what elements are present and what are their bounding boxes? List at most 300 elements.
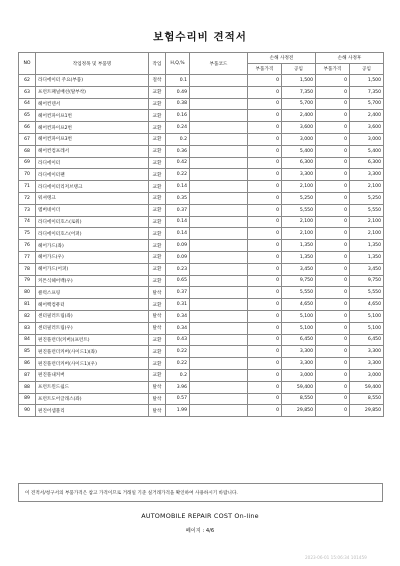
row-work-name: 편진어셈블리 [36, 405, 149, 417]
row-work-name: 라디에이터팬 [36, 169, 149, 181]
row-part-price-after: 0 [316, 240, 350, 252]
row-no: 66 [19, 122, 36, 134]
row-part-price-before: 0 [248, 405, 282, 417]
row-work-name: 커튼식헤어백(우) [36, 275, 149, 287]
header-labor-after: 공임 [350, 64, 384, 75]
row-operation: 교환 [149, 263, 166, 275]
row-part-price-after: 0 [316, 204, 350, 216]
row-part-price-before: 0 [248, 287, 282, 299]
row-part-price-after: 0 [316, 133, 350, 145]
row-part-price-after: 0 [316, 145, 350, 157]
table-row [19, 369, 384, 381]
header-labor-before: 공임 [282, 64, 316, 75]
table-row [19, 157, 384, 169]
row-labor-after: 8,550 [350, 393, 384, 405]
row-no: 87 [19, 369, 36, 381]
row-part-price-after: 0 [316, 98, 350, 110]
row-part-price-after: 0 [316, 299, 350, 311]
row-labor-before: 9,750 [282, 275, 316, 287]
table-row [19, 228, 384, 240]
row-labor-before: 2,400 [282, 110, 316, 122]
row-hq: 0.2 [166, 133, 190, 145]
row-labor-after: 3,300 [350, 358, 384, 370]
footer-page-number: 페이지 : 4/6 [185, 528, 215, 534]
row-part-price-after: 0 [316, 322, 350, 334]
row-part-code [190, 98, 248, 110]
row-work-name: 라디에이터 [36, 157, 149, 169]
row-part-code [190, 251, 248, 263]
row-part-price-before: 0 [248, 240, 282, 252]
row-operation: 탈착 [149, 287, 166, 299]
row-part-price-before: 0 [248, 346, 282, 358]
row-labor-after: 5,700 [350, 98, 384, 110]
row-no: 76 [19, 240, 36, 252]
row-part-code [190, 181, 248, 193]
row-labor-after: 2,100 [350, 228, 384, 240]
row-hq: 0.65 [166, 275, 190, 287]
row-labor-before: 5,400 [282, 145, 316, 157]
row-no: 74 [19, 216, 36, 228]
row-no: 81 [19, 299, 36, 311]
table-row [19, 240, 384, 252]
row-labor-before: 6,300 [282, 157, 316, 169]
row-operation: 교환 [149, 133, 166, 145]
row-part-price-after: 0 [316, 310, 350, 322]
row-part-code [190, 299, 248, 311]
row-part-price-before: 0 [248, 310, 282, 322]
table-row [19, 381, 384, 393]
row-labor-after: 7,350 [350, 86, 384, 98]
row-hq: 0.34 [166, 310, 190, 322]
row-no: 89 [19, 393, 36, 405]
row-labor-before: 5,700 [282, 98, 316, 110]
row-no: 84 [19, 334, 36, 346]
row-labor-before: 1,350 [282, 251, 316, 263]
row-hq: 0.09 [166, 251, 190, 263]
estimate-table [18, 52, 384, 417]
row-labor-after: 6,300 [350, 157, 384, 169]
estimate-rows [19, 75, 384, 417]
row-hq: 0.35 [166, 192, 190, 204]
row-hq: 0.36 [166, 145, 190, 157]
row-hq: 0.2 [166, 369, 190, 381]
table-row [19, 204, 384, 216]
table-row [19, 98, 384, 110]
row-hq: 1.99 [166, 405, 190, 417]
row-labor-before: 8,550 [282, 393, 316, 405]
row-operation: 탈착 [149, 381, 166, 393]
row-hq: 0.31 [166, 299, 190, 311]
row-operation: 교환 [149, 169, 166, 181]
row-no: 64 [19, 98, 36, 110]
row-no: 80 [19, 287, 36, 299]
row-part-price-after: 0 [316, 192, 350, 204]
row-hq: 0.22 [166, 358, 190, 370]
row-part-code [190, 204, 248, 216]
row-part-price-after: 0 [316, 369, 350, 381]
row-work-name: 프런트도어글래스(좌) [36, 393, 149, 405]
row-work-name: 편진플런더커버(사이드1)(우) [36, 358, 149, 370]
table-row [19, 145, 384, 157]
row-labor-after: 9,750 [350, 275, 384, 287]
row-operation: 절착 [149, 75, 166, 87]
row-part-price-before: 0 [248, 169, 282, 181]
row-work-name: 헤어컨덴서 [36, 98, 149, 110]
table-row [19, 334, 384, 346]
row-part-price-after: 0 [316, 393, 350, 405]
row-part-price-after: 0 [316, 405, 350, 417]
row-part-price-before: 0 [248, 110, 282, 122]
row-operation: 교환 [149, 358, 166, 370]
row-work-name: 헤어가드(우) [36, 251, 149, 263]
row-part-price-before: 0 [248, 263, 282, 275]
row-labor-after: 2,400 [350, 110, 384, 122]
row-part-code [190, 75, 248, 87]
row-no: 83 [19, 322, 36, 334]
row-labor-before: 4,650 [282, 299, 316, 311]
row-part-price-after: 0 [316, 122, 350, 134]
row-labor-after: 4,650 [350, 299, 384, 311]
row-labor-before: 3,300 [282, 358, 316, 370]
table-row [19, 192, 384, 204]
row-no: 63 [19, 86, 36, 98]
row-part-price-before: 0 [248, 122, 282, 134]
row-work-name: 편진플런더커버(사이드1)(좌) [36, 346, 149, 358]
row-operation: 교환 [149, 216, 166, 228]
row-hq: 0.43 [166, 334, 190, 346]
header-work: 작업정목 및 부품명 [36, 53, 149, 75]
row-part-price-before: 0 [248, 299, 282, 311]
row-part-code [190, 145, 248, 157]
row-part-price-before: 0 [248, 157, 282, 169]
row-work-name: 헤어컨파이프1번 [36, 110, 149, 122]
row-labor-before: 3,450 [282, 263, 316, 275]
print-timestamp: 2023-06-01 15:06:34 101459 [305, 555, 367, 560]
table-row [19, 216, 384, 228]
row-part-price-before: 0 [248, 98, 282, 110]
row-part-price-after: 0 [316, 358, 350, 370]
row-labor-before: 3,300 [282, 169, 316, 181]
table-row [19, 263, 384, 275]
row-part-price-before: 0 [248, 381, 282, 393]
row-labor-after: 1,350 [350, 240, 384, 252]
row-labor-after: 5,400 [350, 145, 384, 157]
row-operation: 교환 [149, 369, 166, 381]
row-no: 79 [19, 275, 36, 287]
table-row [19, 322, 384, 334]
row-part-price-before: 0 [248, 228, 282, 240]
row-labor-after: 5,100 [350, 310, 384, 322]
row-work-name: 센터필러트림(좌) [36, 310, 149, 322]
row-hq: 0.23 [166, 263, 190, 275]
row-part-price-before: 0 [248, 86, 282, 98]
row-part-price-before: 0 [248, 275, 282, 287]
header-op: 작업 [149, 53, 166, 75]
row-part-price-after: 0 [316, 381, 350, 393]
row-operation: 탈착 [149, 322, 166, 334]
row-work-name: 편진플내커버 [36, 369, 149, 381]
row-no: 82 [19, 310, 36, 322]
row-part-code [190, 381, 248, 393]
row-no: 88 [19, 381, 36, 393]
row-labor-before: 5,100 [282, 310, 316, 322]
row-labor-before: 2,100 [282, 216, 316, 228]
row-work-name: 프런트윈드쉴드 [36, 381, 149, 393]
row-operation: 교환 [149, 346, 166, 358]
header-part-price-before: 부품가격 [248, 64, 282, 75]
row-part-price-after: 0 [316, 157, 350, 169]
row-operation: 교환 [149, 110, 166, 122]
row-labor-after: 5,250 [350, 192, 384, 204]
row-work-name: 멤버네이더 [36, 204, 149, 216]
row-part-code [190, 133, 248, 145]
row-operation: 교환 [149, 204, 166, 216]
row-part-price-before: 0 [248, 216, 282, 228]
row-part-price-before: 0 [248, 322, 282, 334]
row-part-price-after: 0 [316, 263, 350, 275]
row-operation: 교환 [149, 299, 166, 311]
table-row [19, 75, 384, 87]
row-labor-after: 3,000 [350, 133, 384, 145]
row-labor-before: 3,000 [282, 369, 316, 381]
row-labor-after: 5,550 [350, 204, 384, 216]
row-labor-before: 5,550 [282, 287, 316, 299]
row-part-code [190, 322, 248, 334]
row-work-name: 센터필러트림(우) [36, 322, 149, 334]
row-hq: 0.57 [166, 393, 190, 405]
row-part-price-after: 0 [316, 216, 350, 228]
row-labor-after: 5,100 [350, 322, 384, 334]
row-no: 71 [19, 181, 36, 193]
row-no: 67 [19, 133, 36, 145]
header-group-before: 손해 사정전 [248, 53, 316, 64]
row-labor-after: 59,400 [350, 381, 384, 393]
header-group-after: 손해 사정후 [316, 53, 384, 64]
row-hq: 0.34 [166, 322, 190, 334]
row-hq: 0.37 [166, 204, 190, 216]
table-row [19, 181, 384, 193]
row-part-code [190, 310, 248, 322]
row-operation: 교환 [149, 251, 166, 263]
row-labor-after: 1,500 [350, 75, 384, 87]
row-no: 68 [19, 145, 36, 157]
row-labor-after: 3,300 [350, 346, 384, 358]
row-labor-before: 2,100 [282, 228, 316, 240]
row-hq: 0.22 [166, 169, 190, 181]
row-labor-after: 29,850 [350, 405, 384, 417]
row-no: 65 [19, 110, 36, 122]
table-row [19, 251, 384, 263]
row-labor-before: 59,400 [282, 381, 316, 393]
row-part-code [190, 86, 248, 98]
row-labor-after: 3,300 [350, 169, 384, 181]
row-operation: 탈착 [149, 405, 166, 417]
row-part-code [190, 216, 248, 228]
row-labor-before: 2,100 [282, 181, 316, 193]
row-hq: 0.16 [166, 110, 190, 122]
row-part-code [190, 228, 248, 240]
row-no: 86 [19, 358, 36, 370]
row-part-code [190, 393, 248, 405]
row-part-code [190, 287, 248, 299]
row-part-price-before: 0 [248, 192, 282, 204]
price-notice: 이 견적서/청구서의 부품가격은 참고 가격이므로 거래일 기준 실거래가격을 확인하여 사용하시기 바랍니다. [18, 483, 383, 502]
row-part-code [190, 369, 248, 381]
row-part-code [190, 334, 248, 346]
row-work-name: 라디에이터리저브탱크 [36, 181, 149, 193]
row-operation: 탈착 [149, 393, 166, 405]
header-part-price-after: 부품가격 [316, 64, 350, 75]
row-part-price-before: 0 [248, 75, 282, 87]
row-part-price-after: 0 [316, 228, 350, 240]
row-part-price-before: 0 [248, 204, 282, 216]
row-operation: 교환 [149, 240, 166, 252]
row-part-price-after: 0 [316, 75, 350, 87]
row-labor-before: 29,850 [282, 405, 316, 417]
row-no: 85 [19, 346, 36, 358]
row-labor-after: 5,550 [350, 287, 384, 299]
row-part-price-before: 0 [248, 145, 282, 157]
row-work-name: 클럭스프링 [36, 287, 149, 299]
row-work-name: 헤어컨파이프3번 [36, 133, 149, 145]
row-part-price-before: 0 [248, 334, 282, 346]
row-part-code [190, 122, 248, 134]
row-hq: 0.14 [166, 216, 190, 228]
row-part-price-before: 0 [248, 369, 282, 381]
table-row [19, 393, 384, 405]
row-part-price-after: 0 [316, 169, 350, 181]
row-part-price-before: 0 [248, 181, 282, 193]
row-part-price-before: 0 [248, 393, 282, 405]
row-part-price-before: 0 [248, 133, 282, 145]
table-row [19, 169, 384, 181]
row-hq: 0.09 [166, 240, 190, 252]
row-operation: 교환 [149, 228, 166, 240]
table-row [19, 133, 384, 145]
row-part-code [190, 157, 248, 169]
row-part-code [190, 405, 248, 417]
row-work-name: 헤어백컴퓨터 [36, 299, 149, 311]
row-no: 69 [19, 157, 36, 169]
table-row [19, 299, 384, 311]
footer-brand: AUTOMOBILE REPAIR COST On-line [141, 512, 259, 520]
row-no: 62 [19, 75, 36, 87]
row-labor-before: 3,600 [282, 122, 316, 134]
row-work-name: 프런트패널배선(탈부착) [36, 86, 149, 98]
row-part-price-after: 0 [316, 287, 350, 299]
row-work-name: 라디에이터호스(로워) [36, 216, 149, 228]
row-labor-before: 3,300 [282, 346, 316, 358]
row-hq: 0.14 [166, 228, 190, 240]
row-part-code [190, 192, 248, 204]
row-labor-after: 3,450 [350, 263, 384, 275]
row-labor-before: 6,450 [282, 334, 316, 346]
row-part-code [190, 240, 248, 252]
table-row [19, 275, 384, 287]
row-hq: 0.49 [166, 86, 190, 98]
row-operation: 교환 [149, 98, 166, 110]
row-work-name: 헤어가드(어퍼) [36, 263, 149, 275]
row-operation: 탈착 [149, 310, 166, 322]
row-operation: 교환 [149, 122, 166, 134]
row-no: 78 [19, 263, 36, 275]
row-part-price-after: 0 [316, 181, 350, 193]
table-row [19, 86, 384, 98]
row-no: 75 [19, 228, 36, 240]
row-hq: 0.22 [166, 346, 190, 358]
table-row [19, 310, 384, 322]
header-hq: H,Q,% [166, 53, 190, 75]
row-hq: 0.1 [166, 75, 190, 87]
row-operation: 교환 [149, 181, 166, 193]
row-no: 72 [19, 192, 36, 204]
row-no: 73 [19, 204, 36, 216]
header-no: NO [19, 53, 36, 75]
row-work-name: 라디에이터호스(어퍼) [36, 228, 149, 240]
row-work-name: 헤어컨컴프레서 [36, 145, 149, 157]
row-no: 70 [19, 169, 36, 181]
row-hq: 3.96 [166, 381, 190, 393]
row-hq: 0.24 [166, 122, 190, 134]
row-operation: 교환 [149, 192, 166, 204]
row-part-code [190, 110, 248, 122]
row-hq: 0.38 [166, 98, 190, 110]
row-part-code [190, 263, 248, 275]
row-labor-before: 7,350 [282, 86, 316, 98]
row-hq: 0.14 [166, 181, 190, 193]
row-work-name: 편진플런더(커버)(프런트) [36, 334, 149, 346]
row-labor-before: 1,350 [282, 240, 316, 252]
table-row [19, 110, 384, 122]
row-operation: 교환 [149, 86, 166, 98]
row-part-price-after: 0 [316, 275, 350, 287]
row-part-price-after: 0 [316, 346, 350, 358]
row-operation: 교환 [149, 145, 166, 157]
table-row [19, 358, 384, 370]
table-row [19, 122, 384, 134]
row-work-name: 헤어컨파이프2번 [36, 122, 149, 134]
row-labor-before: 5,550 [282, 204, 316, 216]
row-labor-after: 6,450 [350, 334, 384, 346]
row-no: 77 [19, 251, 36, 263]
row-labor-after: 3,000 [350, 369, 384, 381]
row-labor-before: 1,500 [282, 75, 316, 87]
row-part-price-before: 0 [248, 251, 282, 263]
row-part-price-after: 0 [316, 110, 350, 122]
row-work-name: 라디에이터 주요(부품) [36, 75, 149, 87]
row-work-name: 워셔탱크 [36, 192, 149, 204]
row-operation: 교환 [149, 157, 166, 169]
page-title: 보험수리비 견적서 [153, 31, 247, 43]
row-labor-after: 3,600 [350, 122, 384, 134]
row-hq: 0.42 [166, 157, 190, 169]
row-labor-after: 2,100 [350, 216, 384, 228]
row-part-price-after: 0 [316, 251, 350, 263]
row-hq: 0.37 [166, 287, 190, 299]
row-labor-before: 3,000 [282, 133, 316, 145]
row-no: 90 [19, 405, 36, 417]
table-row [19, 405, 384, 417]
row-operation: 교환 [149, 275, 166, 287]
row-part-price-after: 0 [316, 334, 350, 346]
row-labor-before: 5,100 [282, 322, 316, 334]
row-part-code [190, 275, 248, 287]
row-operation: 교환 [149, 334, 166, 346]
row-labor-after: 2,100 [350, 181, 384, 193]
row-part-price-after: 0 [316, 86, 350, 98]
row-work-name: 헤어가드(좌) [36, 240, 149, 252]
table-row [19, 287, 384, 299]
